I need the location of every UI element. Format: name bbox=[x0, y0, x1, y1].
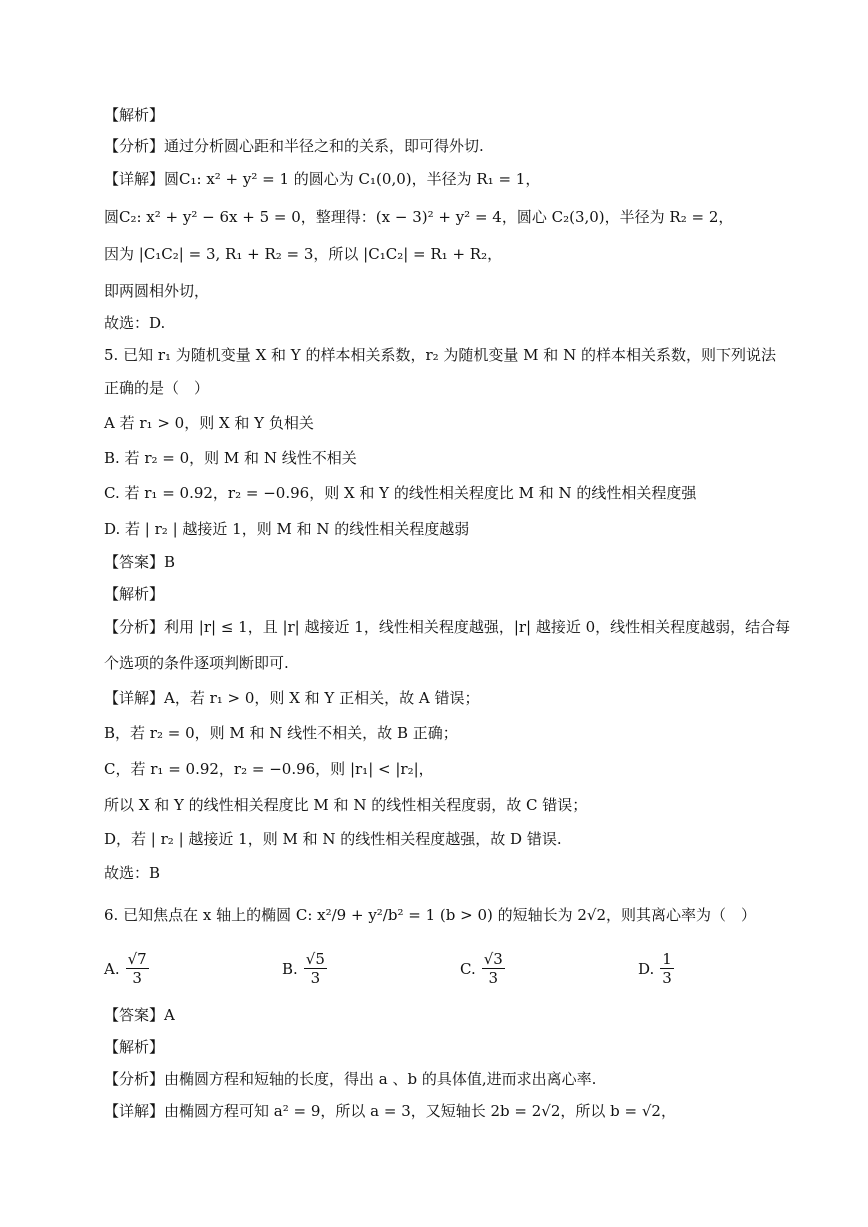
analysis-line: 【分析】利用 |r| ≤ 1，且 |r| 越接近 1，线性相关程度越强，|r| 越接近 0，线性相关程度越弱，结合每 bbox=[104, 618, 791, 636]
question-5: 5. 已知 r₁ 为随机变量 X 和 Y 的样本相关系数，r₂ 为随机变量 M 和 N 的样本相关系数，则下列说法 bbox=[104, 346, 776, 364]
analysis-line: 【分析】通过分析圆心距和半径之和的关系，即可得外切. bbox=[104, 137, 484, 155]
option-b: B. 若 r₂ = 0，则 M 和 N 线性不相关 bbox=[104, 449, 357, 467]
detail-line: 【详解】由椭圆方程可知 a² = 9，所以 a = 3，又短轴长 2b = 2√2，所以 b = √2， bbox=[104, 1102, 676, 1120]
text-line: C，若 r₁ = 0.92，r₂ = −0.96，则 |r₁| < |r₂|， bbox=[104, 760, 434, 778]
answer: 【答案】B bbox=[104, 553, 176, 571]
detail-line: 【详解】圆C₁: x² + y² = 1 的圆心为 C₁(0,0)，半径为 R₁ = 1， bbox=[104, 170, 541, 188]
section-heading: 【解析】 bbox=[104, 106, 165, 124]
analysis-line: 【分析】由椭圆方程和短轴的长度，得出 a 、b 的具体值,进而求出离心率. bbox=[104, 1070, 597, 1088]
option-a: A. $\frac{√7}{3}$ bbox=[104, 950, 147, 987]
option-a: A 若 r₁ > 0，则 X 和 Y 负相关 bbox=[104, 414, 314, 432]
text-line: 因为 |C₁C₂| = 3, R₁ + R₂ = 3，所以 |C₁C₂| = R₁ + R₂， bbox=[104, 245, 503, 263]
option-c: C. $\frac{√3}{3}$ bbox=[460, 950, 503, 987]
text-line: 所以 X 和 Y 的线性相关程度比 M 和 N 的线性相关程度弱，故 C 错误； bbox=[104, 796, 588, 814]
answer: 【答案】A bbox=[104, 1006, 175, 1024]
text-line: D，若 | r₂ | 越接近 1，则 M 和 N 的线性相关程度越强，故 D 错误. bbox=[104, 830, 562, 848]
option-b: B. $\frac{√5}{3}$ bbox=[282, 950, 325, 987]
answer-options bbox=[104, 950, 828, 1000]
text-line: B，若 r₂ = 0，则 M 和 N 线性不相关，故 B 正确； bbox=[104, 724, 458, 742]
text-line: 圆C₂: x² + y² − 6x + 5 = 0，整理得：(x − 3)² + y² = 4，圆心 C₂(3,0)，半径为 R₂ = 2， bbox=[104, 208, 734, 226]
text-line: 个选项的条件逐项判断即可. bbox=[104, 654, 289, 672]
question-6: 6. 已知焦点在 x 轴上的椭圆 C: x²/9 + y²/b² = 1 (b > 0) 的短轴长为 2√2，则其离心率为（ ） bbox=[104, 906, 757, 924]
text-line: 即两圆相外切， bbox=[104, 282, 210, 300]
text-line: 故选：D. bbox=[104, 314, 166, 332]
option-c: C. 若 r₁ = 0.92，r₂ = −0.96，则 X 和 Y 的线性相关程度比 M 和 N 的线性相关程度强 bbox=[104, 484, 697, 502]
section-heading: 【解析】 bbox=[104, 1038, 165, 1056]
option-d: D. 若 | r₂ | 越接近 1，则 M 和 N 的线性相关程度越弱 bbox=[104, 520, 470, 538]
section-heading: 【解析】 bbox=[104, 585, 165, 603]
detail-line: 【详解】A，若 r₁ > 0，则 X 和 Y 正相关，故 A 错误； bbox=[104, 689, 480, 707]
text-line: 正确的是（ ） bbox=[104, 379, 210, 397]
option-d: D. $\frac{1}{3}$ bbox=[638, 950, 672, 987]
text-line: 故选：B bbox=[104, 864, 161, 882]
